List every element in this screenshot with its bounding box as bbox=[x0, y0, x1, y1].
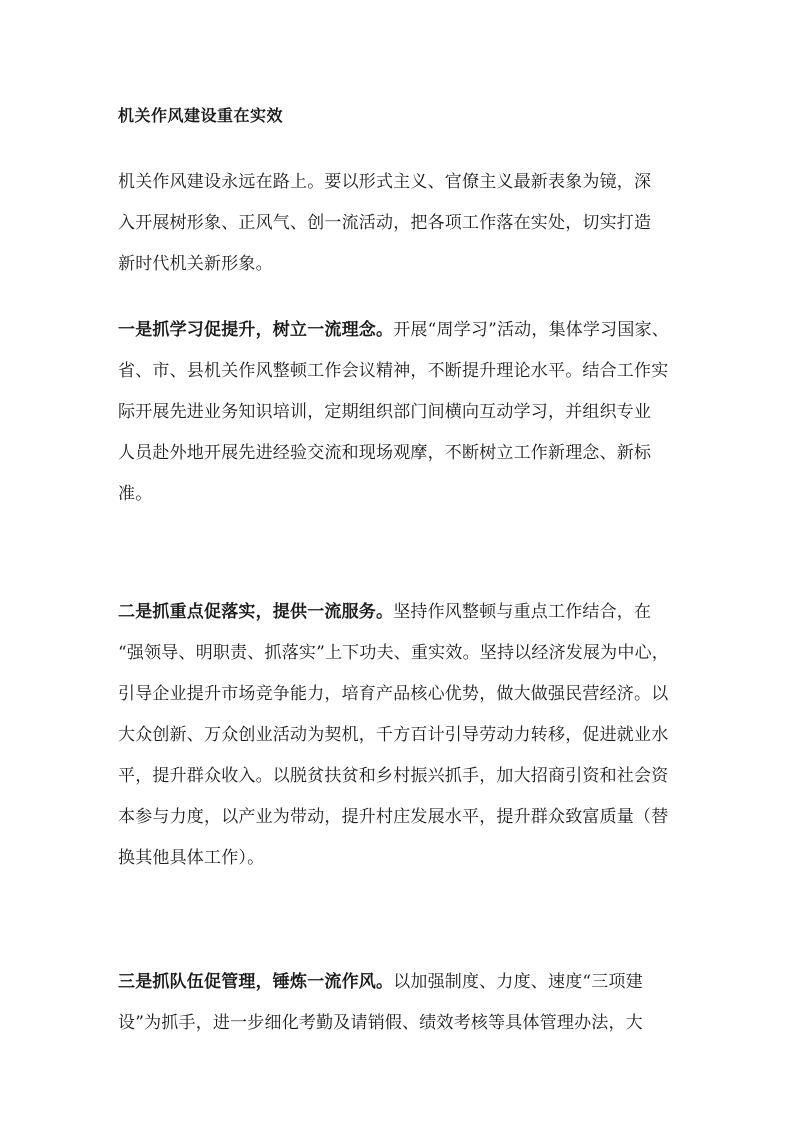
section2-text: 坚持作风整顿与重点工作结合，在 bbox=[393, 602, 652, 622]
section1-heading: 一是抓学习促提升，树立一流理念。 bbox=[118, 320, 394, 340]
section2-line: 本参与力度，以产业为带动，提升村庄发展水平，提升群众致富质量（替 bbox=[118, 807, 669, 827]
intro-line: 入开展树形象、正风气、创一流活动，把各项工作落在实处，切实打造 bbox=[118, 213, 652, 233]
section2-heading: 二是抓重点促落实，提供一流服务。 bbox=[118, 602, 394, 622]
section2-line: 引导企业提升市场竞争能力，培育产品核心优势，做大做强民营经济。以 bbox=[118, 684, 669, 704]
intro-line: 新时代机关新形象。 bbox=[118, 254, 273, 274]
section1-line: 准。 bbox=[118, 484, 153, 504]
document-title: 机关作风建设重在实效 bbox=[118, 106, 284, 125]
section2-line: 大众创新、万众创业活动为契机，千方百计引导劳动力转移，促进就业水 bbox=[118, 725, 669, 745]
section3-text: 以加强制度、力度、速度“三项建 bbox=[393, 972, 643, 992]
section2-line: “强领导、明职责、抓落实”上下功夫、重实效。坚持以经济发展为中心， bbox=[118, 643, 669, 663]
section3-first-line bbox=[118, 972, 643, 992]
section3-heading: 三是抓队伍促管理，锤炼一流作风。 bbox=[118, 972, 394, 992]
section1-line: 际开展先进业务知识培训，定期组织部门间横向互动学习，并组织专业 bbox=[118, 402, 652, 422]
section2-first-line bbox=[118, 602, 651, 622]
section3-line: 设”为抓手，进一步细化考勤及请销假、绩效考核等具体管理办法，大 bbox=[118, 1013, 643, 1033]
section2-line: 换其他具体工作）。 bbox=[118, 848, 265, 868]
section1-line: 人员赴外地开展先进经验交流和现场观摩，不断树立工作新理念、新标 bbox=[118, 443, 652, 463]
section1-line: 省、市、县机关作风整顿工作会议精神，不断提升理论水平。结合工作实 bbox=[118, 361, 669, 381]
section2-line: 平，提升群众收入。以脱贫扶贫和乡村振兴抓手，加大招商引资和社会资 bbox=[118, 766, 669, 786]
section1-text: 开展“周学习”活动，集体学习国家、 bbox=[393, 320, 669, 340]
intro-line: 机关作风建设永远在路上。要以形式主义、官僚主义最新表象为镜，深 bbox=[118, 172, 652, 192]
section1-first-line bbox=[118, 320, 669, 340]
